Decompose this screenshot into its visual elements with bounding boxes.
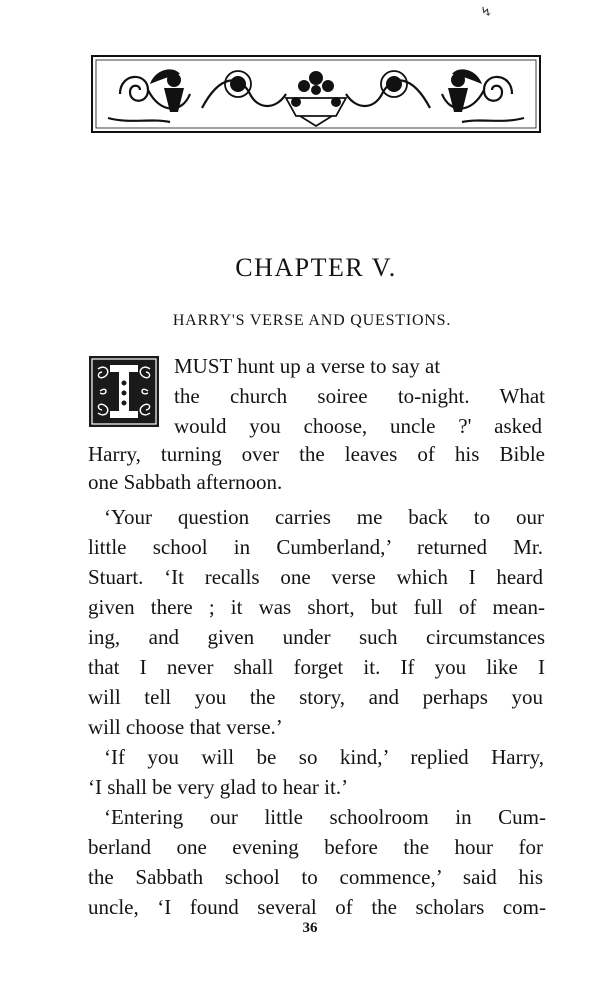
text-line: Harry, turning over the leaves of his Bible [88,442,545,466]
text-line: the church soiree to-night. What [174,384,545,408]
text-line: ‘If you will be so kind,’ replied Harry, [104,745,544,769]
text-line: ‘Your question carries me back to our [104,505,544,529]
text-line: would you choose, uncle ?' asked [174,414,542,438]
text-line: one Sabbath afternoon. [88,470,283,494]
text-line: Stuart. ‘It recalls one verse which I heard [88,565,543,589]
text-line: little school in Cumberland,’ returned Mr. [88,535,543,559]
text-line: given there ; it was short, but full of mean- [88,595,545,619]
text-line: uncle, ‘I found several of the scholars com- [88,895,546,919]
chapter-subtitle: HARRY'S VERSE AND QUESTIONS. [172,312,452,329]
text-line: ing, and given under such circumstances [88,625,545,649]
text-line: will choose that verse.’ [88,715,283,739]
text-line: berland one evening before the hour for [88,835,543,859]
text-line: ‘Entering our little schoolroom in Cum- [104,805,546,829]
chapter-title: CHAPTER V. [235,253,397,282]
headpiece-ornament [90,54,542,134]
text-line: will tell you the story, and perhaps you [88,685,543,709]
text-line: ‘I shall be very glad to hear it.’ [88,775,349,799]
corner-mark: ↯ [478,3,495,22]
page-number: 36 [302,920,318,936]
text-line: the Sabbath school to commence,’ said his [88,865,543,889]
text-line: that I never shall forget it. If you like I [88,655,545,679]
text-line: MUST hunt up a verse to say at [174,354,441,378]
ornamental-initial-i [88,355,160,428]
